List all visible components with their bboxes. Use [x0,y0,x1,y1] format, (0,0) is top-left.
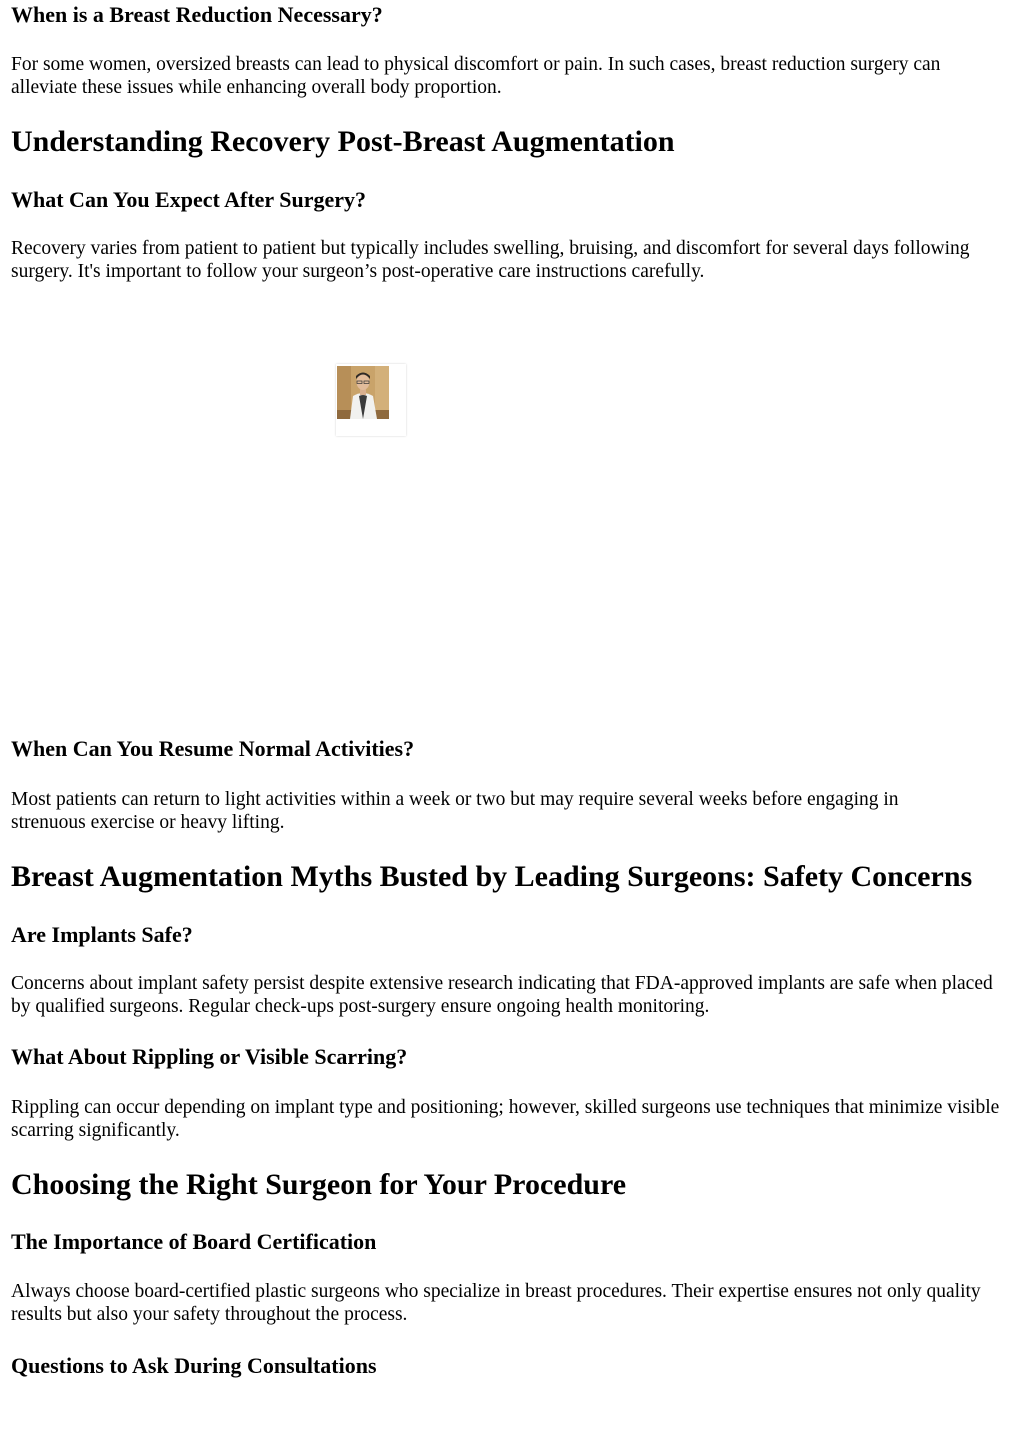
certification-body: Always choose board-certified plastic surgeons who specialize in breast procedures. Their expertise ensures not only quality results but also your safety throughout the process. [11,1281,981,1325]
implants-safe-body: Concerns about implant safety persist despite extensive research indicating that FDA-approved implants are safe when placed by qualified surgeons. Regular check-ups post-surgery ensure ongoing health monitoring. [11,973,993,1017]
resume-heading: When Can You Resume Normal Activities? [11,736,415,761]
surgeon-photo-frame[interactable] [336,364,406,436]
certification-heading: The Importance of Board Certification [11,1229,377,1254]
surgeon-heading: Choosing the Right Surgeon for Your Procedure [11,1168,627,1201]
surgeon-photo [337,366,389,419]
consultation-questions-heading: Questions to Ask During Consultations [11,1353,377,1378]
reduction-body: For some women, oversized breasts can lead to physical discomfort or pain. In such cases, breast reduction surgery can alleviate these issues while enhancing overall body proportion. [11,54,941,98]
resume-body: Most patients can return to light activities within a week or two but may require several weeks before engaging in strenuous exercise or heavy lifting. [11,789,899,833]
implants-safe-heading: Are Implants Safe? [11,922,193,947]
rippling-heading: What About Rippling or Visible Scarring? [11,1044,408,1069]
recovery-heading: Understanding Recovery Post-Breast Augmentation [11,125,675,158]
myths-heading: Breast Augmentation Myths Busted by Leading Surgeons: Safety Concerns [11,860,973,893]
expect-heading: What Can You Expect After Surgery? [11,187,367,212]
rippling-body: Rippling can occur depending on implant type and positioning; however, skilled surgeons use techniques that minimize visible scarring significantly. [11,1097,1000,1141]
expect-body: Recovery varies from patient to patient but typically includes swelling, bruising, and discomfort for several days following surgery. It's important to follow your surgeon’s post-operative care instructions carefully. [11,238,970,282]
reduction-heading: When is a Breast Reduction Necessary? [11,2,383,27]
